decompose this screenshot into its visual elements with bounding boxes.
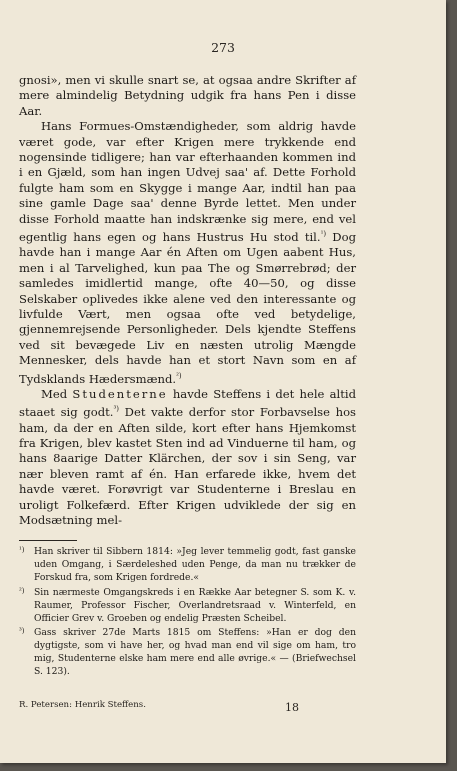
paragraph-text: Med — [41, 386, 68, 401]
footnote-text: Han skriver til Sibbern 1814: »Jeg lever temmelig godt, fast ganske uden Omgang, i Særdeleshed uden Penge, da man nu trækker de Forskud fra, som Krigen fordrede.« — [34, 546, 356, 583]
footnote-rule — [19, 540, 77, 541]
paragraph-text: Hans Formues-Omstændigheder, som aldrig havde været gode, var efter Krigen mere trykkende end nogensinde tidligere; han var efterhaanden kommen ind i en Gjæld, som han ingen Udvej saa' af. Dette Forhold fulgte ham som en Skygge i mange Aar, indtil han paa sine gamle Dage saa' denne Byrde lettet. Men under disse Forhold maatte han indskrænke sig mere, end vel egentlig hans egen og hans Hustrus Hu stod til. — [19, 119, 356, 244]
body-text — [19, 73, 356, 528]
footnote — [19, 546, 356, 585]
footnote — [19, 627, 356, 679]
footnote-ref: ³) — [113, 405, 120, 414]
sheet-number: 18 — [285, 701, 299, 714]
paragraph-text: Det vakte derfor stor Forbavselse hos ham, da der en Aften silde, kort efter hans Hjemkomst fra Krigen, blev kastet Sten ind ad Vinduerne til ham, og hans 8aarige Datter Klärchen, der sov i sin Seng, var nær bleven ramt af én. Han erfarede ikke, hvem det havde været. Forøvrigt var Studenterne i Breslau en uroligt Folkefærd. Efter Krigen udviklede der sig en Modsætning mel- — [19, 405, 356, 527]
footnote — [19, 587, 356, 626]
footnote-mark: ¹) — [19, 546, 25, 554]
footnote-mark: ²) — [19, 586, 25, 595]
paragraph-text: gnosi», men vi skulle snart se, at ogsaa andre Skrifter af mere almindelig Betydning udgik fra hans Pen i disse Aar. — [19, 73, 356, 118]
paragraph-text: havde Steffens i det hele altid staaet sig godt. — [19, 386, 357, 420]
footnote-text: Sin nærmeste Omgangskreds i en Række Aar betegner S. som K. v. Raumer, Professor Fischer, Overlandretsraad v. Winterfeld, en Officier Grev v. Groeben og endelig Præsten Scheibel. — [34, 586, 356, 624]
footnote-mark: ³) — [19, 627, 25, 636]
page-number: 273 — [211, 40, 235, 55]
footnote-ref: ¹) — [320, 230, 327, 239]
signature-line: R. Petersen: Henrik Steffens. — [19, 700, 146, 710]
spaced-word: Studenterne — [72, 386, 168, 401]
paragraph — [19, 119, 356, 387]
footnotes — [19, 546, 356, 681]
footnote-ref: ²) — [176, 371, 182, 380]
paragraph — [19, 73, 356, 119]
paragraph — [19, 387, 356, 529]
paragraph-text: Dog havde han i mange Aar én Aften om Ugen aabent Hus, men i al Tarvelighed, kun paa The og Smørrebrød; der samledes imidlertid mange, ofte 40—50, og disse Selskaber oplivedes ikke alene ved den interessante og livfulde Vært, men ogsaa ofte ved betydelige, gjennemrejsende Personligheder. Dels kjendte Steffens ved sit bevægede Liv en næsten utrolig Mængde Mennesker, dels havde han et stort Navn som en af Tydsklands Hædersmænd. — [19, 229, 356, 386]
footnote-text: Gass skriver 27de Marts 1815 om Steffens: »Han er dog den dygtigste, som vi have her, og hvad man end vil sige om ham, tro mig, Studenterne elske ham mere end alle øvrige.« — (Briefwechsel S. 123). — [34, 627, 356, 678]
